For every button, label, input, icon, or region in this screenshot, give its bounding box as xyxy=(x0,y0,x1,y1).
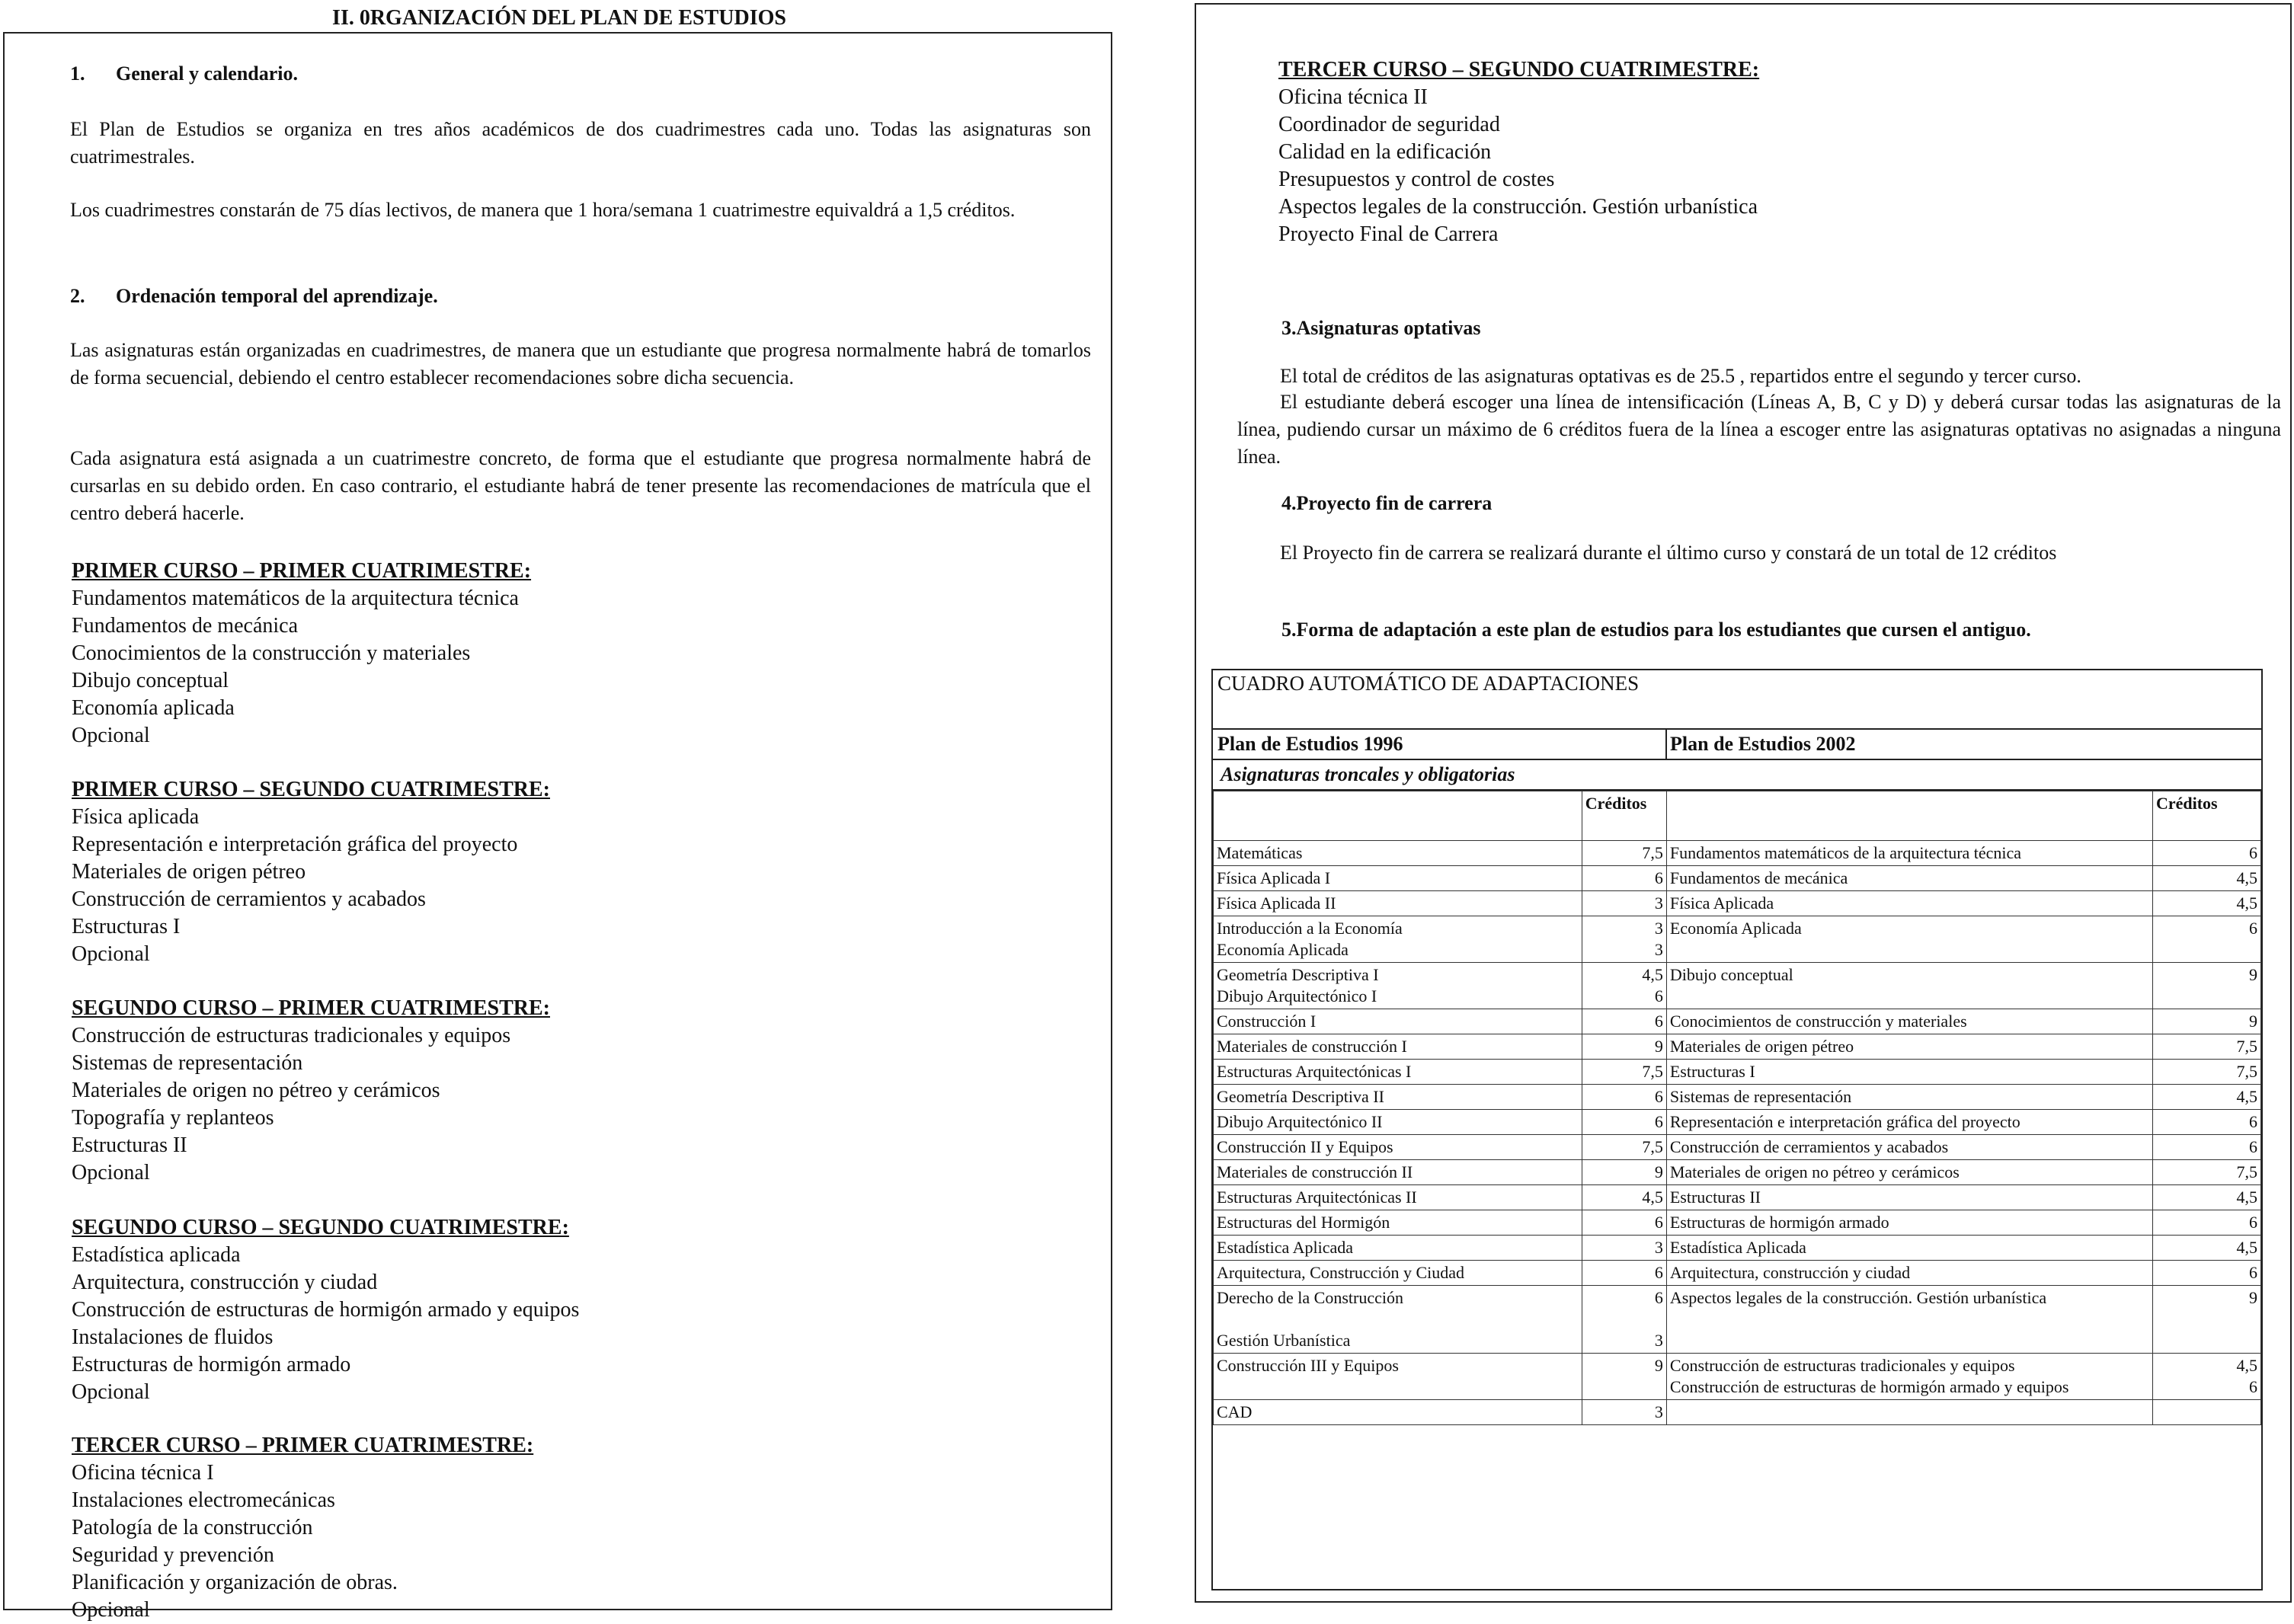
subject-name: Geometría Descriptiva II xyxy=(1217,1087,1384,1106)
new-credits-cell xyxy=(2152,1354,2260,1400)
old-subject-cell xyxy=(1214,1110,1582,1135)
new-credits-cell xyxy=(2152,1236,2260,1261)
credit-value: 4,5 xyxy=(2236,868,2257,887)
old-subject-cell xyxy=(1214,1185,1582,1210)
subject-item: Presupuestos y control de costes xyxy=(1278,168,1555,191)
credit-value: 7,5 xyxy=(2236,1062,2257,1081)
new-subject-cell xyxy=(1666,866,2152,891)
old-subject-cell xyxy=(1214,916,1582,963)
new-subject-cell xyxy=(1666,1236,2152,1261)
new-credits-cell xyxy=(2152,1034,2260,1060)
subject-name: Estadística Aplicada xyxy=(1217,1238,1353,1257)
subject-name: Aspectos legales de la construcción. Gestión urbanística xyxy=(1669,1288,2047,1307)
old-subject-cell xyxy=(1214,1160,1582,1185)
new-credits-cell xyxy=(2152,1286,2260,1354)
old-credits-cell xyxy=(1582,1110,1666,1135)
old-subject-cell xyxy=(1214,1236,1582,1261)
subject-name: Dibujo Arquitectónico II xyxy=(1217,1112,1383,1131)
new-subject-cell xyxy=(1666,963,2152,1009)
subject-name: Economía Aplicada xyxy=(1217,940,1349,959)
subject-name: Estructuras Arquitectónicas II xyxy=(1217,1188,1417,1207)
credit-value: 6 xyxy=(1654,1087,1663,1106)
credit-value: 7,5 xyxy=(1642,1062,1663,1081)
section-4-title: 4.Proyecto fin de carrera xyxy=(1281,492,1493,514)
subject-item: Construcción de estructuras de hormigón armado y equipos xyxy=(72,1298,580,1322)
subject-name: Economía Aplicada xyxy=(1669,919,1802,938)
old-subject-cell xyxy=(1214,1009,1582,1034)
subject-name: Sistemas de representación xyxy=(1669,1087,1852,1106)
subject-name: Materiales de origen no pétreo y cerámicos xyxy=(1669,1162,1960,1181)
old-credits-cell xyxy=(1582,1286,1666,1354)
credit-value: 6 xyxy=(1654,1012,1663,1031)
subject-item: Instalaciones de fluidos xyxy=(72,1325,274,1349)
credit-value: 4,5 xyxy=(2236,894,2257,913)
old-subject-cell xyxy=(1214,1354,1582,1400)
old-subject-cell xyxy=(1214,1400,1582,1425)
subject-item: Materiales de origen no pétreo y cerámicos xyxy=(72,1079,440,1102)
subject-item: Opcional xyxy=(72,724,150,747)
subject-item: Dibujo conceptual xyxy=(72,669,229,692)
section-1-paragraph-1: El Plan de Estudios se organiza en tres años académicos de dos cuadrimestres cada uno. Todas las asignaturas son cuatrimestrales. xyxy=(70,118,1091,168)
credit-value: 9 xyxy=(1654,1356,1663,1375)
new-subject-cell xyxy=(1666,1160,2152,1185)
table-row xyxy=(1214,1160,2261,1185)
subject-item: Patología de la construcción xyxy=(72,1516,313,1539)
table-row xyxy=(1214,1060,2261,1085)
curso-block xyxy=(72,1214,579,1406)
new-credits-cell xyxy=(2152,1160,2260,1185)
credit-value: 6 xyxy=(1654,1213,1663,1232)
subject-name: Conocimientos de construcción y materiales xyxy=(1669,1012,1967,1031)
table-row xyxy=(1214,1210,2261,1236)
creditos-header: Créditos xyxy=(2152,791,2260,841)
subject-item: Representación e interpretación gráfica del proyecto xyxy=(72,833,518,856)
new-subject-cell xyxy=(1666,916,2152,963)
table-row xyxy=(1214,1400,2261,1425)
subject-name: Arquitectura, construcción y ciudad xyxy=(1669,1263,1911,1282)
subject-name: Introducción a la Economía xyxy=(1217,919,1403,938)
credit-value: 4,5 xyxy=(1642,965,1663,984)
subject-item: Conocimientos de la construcción y materiales xyxy=(72,641,471,665)
subject-name: Fundamentos matemáticos de la arquitectura técnica xyxy=(1669,843,2022,862)
new-subject-cell xyxy=(1666,1034,2152,1060)
curso-block xyxy=(72,558,531,750)
document-heading: II. 0RGANIZACIÓN DEL PLAN DE ESTUDIOS xyxy=(332,6,786,30)
curso-title: TERCER CURSO – SEGUNDO CUATRIMESTRE: xyxy=(1278,58,1760,82)
plan-header-row xyxy=(1213,730,2261,760)
subject-name: Geometría Descriptiva I xyxy=(1217,965,1379,984)
subject-name: Materiales de origen pétreo xyxy=(1669,1037,1854,1056)
credit-value: 6 xyxy=(2249,1263,2257,1282)
new-credits-cell xyxy=(2152,916,2260,963)
table-row xyxy=(1214,1135,2261,1160)
credit-value: 7,5 xyxy=(2236,1037,2257,1056)
table-row xyxy=(1214,866,2261,891)
new-subject-cell xyxy=(1666,891,2152,916)
new-credits-cell xyxy=(2152,891,2260,916)
old-credits-cell xyxy=(1582,1354,1666,1400)
left-page-frame xyxy=(3,32,1112,1622)
table-row xyxy=(1214,1185,2261,1210)
section-number: 1. xyxy=(70,62,85,85)
subject-name: Estructuras de hormigón armado xyxy=(1669,1213,1889,1232)
section-2-title xyxy=(70,285,438,308)
subject-name: Estructuras II xyxy=(1669,1188,1761,1207)
left-page xyxy=(3,0,1115,1622)
subject-item: Oficina técnica I xyxy=(72,1461,214,1485)
plan-old-label: Plan de Estudios 1996 xyxy=(1217,733,1403,755)
old-credits-cell xyxy=(1582,1060,1666,1085)
credit-value: 9 xyxy=(2249,1012,2257,1031)
new-credits-cell xyxy=(2152,963,2260,1009)
adaptation-grid xyxy=(1213,791,2261,1425)
old-subject-cell xyxy=(1214,891,1582,916)
curso-title: SEGUNDO CURSO – SEGUNDO CUATRIMESTRE: xyxy=(72,1216,569,1239)
old-subject-cell xyxy=(1214,1210,1582,1236)
credit-value: 9 xyxy=(2249,1288,2257,1307)
old-credits-cell xyxy=(1582,963,1666,1009)
curso-title: SEGUNDO CURSO – PRIMER CUATRIMESTRE: xyxy=(72,996,550,1020)
section-5-title: 5.Forma de adaptación a este plan de estudios para los estudiantes que cursen el antiguo. xyxy=(1281,619,2031,641)
credit-value: 6 xyxy=(2249,843,2257,862)
subject-item: Física aplicada xyxy=(72,805,200,829)
credit-value: 9 xyxy=(1654,1162,1663,1181)
subject-item: Opcional xyxy=(72,1598,150,1622)
new-subject-cell xyxy=(1666,841,2152,866)
subject-item: Opcional xyxy=(72,1161,150,1184)
section-title-text: General y calendario. xyxy=(116,62,299,85)
new-credits-cell xyxy=(2152,1135,2260,1160)
old-credits-cell xyxy=(1582,1185,1666,1210)
new-subject-cell xyxy=(1666,1354,2152,1400)
old-credits-cell xyxy=(1582,1009,1666,1034)
subject-name: Dibujo Arquitectónico I xyxy=(1217,986,1377,1005)
section-3-paragraph-1: El total de créditos de las asignaturas optativas es de 25.5 , repartidos entre el segundo y tercer curso. xyxy=(1280,365,2081,387)
credit-value: 6 xyxy=(1654,1112,1663,1131)
credit-value: 7,5 xyxy=(2236,1162,2257,1181)
credit-value: 3 xyxy=(1654,1238,1663,1257)
subject-item: Materiales de origen pétreo xyxy=(72,860,306,884)
new-subject-cell xyxy=(1666,1085,2152,1110)
old-credits-cell xyxy=(1582,891,1666,916)
old-credits-cell xyxy=(1582,1400,1666,1425)
new-subject-cell xyxy=(1666,1261,2152,1286)
subject-item: Oficina técnica II xyxy=(1278,85,1428,109)
subject-item: Economía aplicada xyxy=(72,696,235,720)
table-row xyxy=(1214,841,2261,866)
subject-name xyxy=(1217,1309,1579,1330)
section-number: 2. xyxy=(70,285,85,307)
table-row xyxy=(1214,1354,2261,1400)
new-credits-cell xyxy=(2152,841,2260,866)
section-4-paragraph-1: El Proyecto fin de carrera se realizará durante el último curso y constará de un total de 12 créditos xyxy=(1280,542,2057,564)
credit-value: 6 xyxy=(2249,1213,2257,1232)
right-page xyxy=(1195,3,2292,1603)
subject-item: Proyecto Final de Carrera xyxy=(1278,222,1499,246)
subject-name: Estructuras Arquitectónicas I xyxy=(1217,1062,1412,1081)
new-subject-cell xyxy=(1666,1060,2152,1085)
old-subject-cell xyxy=(1214,1286,1582,1354)
new-credits-cell xyxy=(2152,1110,2260,1135)
credit-value: 6 xyxy=(1654,868,1663,887)
subject-name: Construcción de estructuras tradicionales y equipos xyxy=(1669,1356,2015,1375)
credit-value: 9 xyxy=(1654,1037,1663,1056)
table-row xyxy=(1214,1261,2261,1286)
subject-item: Fundamentos matemáticos de la arquitectura técnica xyxy=(72,587,519,610)
old-credits-cell xyxy=(1582,866,1666,891)
old-credits-cell xyxy=(1582,1160,1666,1185)
new-subject-cell xyxy=(1666,1286,2152,1354)
subject-name: Física Aplicada I xyxy=(1217,868,1331,887)
new-subject-cell xyxy=(1666,1210,2152,1236)
old-subject-cell xyxy=(1214,1060,1582,1085)
credit-value: 4,5 xyxy=(1642,1188,1663,1207)
credit-value: 4,5 xyxy=(2236,1087,2257,1106)
adaptation-table xyxy=(1211,669,2263,1590)
subject-item: Construcción de cerramientos y acabados xyxy=(72,887,426,911)
old-subject-cell xyxy=(1214,1261,1582,1286)
troncales-row: Asignaturas troncales y obligatorias xyxy=(1213,760,2261,791)
subject-item: Calidad en la edificación xyxy=(1278,140,1492,164)
new-credits-cell xyxy=(2152,1009,2260,1034)
subject-name: Construcción de cerramientos y acabados xyxy=(1669,1137,1949,1156)
subject-name: Materiales de construcción II xyxy=(1217,1162,1413,1181)
old-subject-cell xyxy=(1214,1034,1582,1060)
new-credits-cell xyxy=(2152,1400,2260,1425)
new-credits-cell xyxy=(2152,1060,2260,1085)
subject-name: Matemáticas xyxy=(1217,843,1303,862)
table-row xyxy=(1214,1009,2261,1034)
old-subject-cell xyxy=(1214,841,1582,866)
credit-value: 9 xyxy=(2249,965,2257,984)
old-credits-cell xyxy=(1582,1085,1666,1110)
old-credits-cell xyxy=(1582,1261,1666,1286)
section-3-paragraph-2: El estudiante deberá escoger una línea de intensificación (Líneas A, B, C y D) y deberá cursar todas las asignaturas de la línea, pudiendo cursar un máximo de 6 créditos fuera de la línea a escoger entre las asignaturas optativas no asignadas a ninguna línea. xyxy=(1237,391,2281,468)
subject-name xyxy=(1670,1402,2149,1423)
credit-value: 6 xyxy=(2249,1377,2257,1396)
credit-value: 4,5 xyxy=(2236,1188,2257,1207)
subject-item: Aspectos legales de la construcción. Gestión urbanística xyxy=(1278,195,1758,219)
subject-item: Opcional xyxy=(72,1380,150,1404)
credit-value: 6 xyxy=(2249,919,2257,938)
new-subject-cell xyxy=(1666,1110,2152,1135)
table-row xyxy=(1214,891,2261,916)
creditos-header-row xyxy=(1214,791,2261,841)
table-row xyxy=(1214,1085,2261,1110)
credit-value: 3 xyxy=(1654,919,1663,938)
curso-title: TERCER CURSO – PRIMER CUATRIMESTRE: xyxy=(72,1434,534,1457)
table-row xyxy=(1214,1286,2261,1354)
subject-name: Construcción III y Equipos xyxy=(1217,1356,1399,1375)
credit-value: 6 xyxy=(2249,1112,2257,1131)
old-subject-cell xyxy=(1214,1135,1582,1160)
credit-value: 4,5 xyxy=(2236,1356,2257,1375)
subject-item: Topografía y replanteos xyxy=(72,1106,274,1130)
section-2-paragraph-1: Las asignaturas están organizadas en cuadrimestres, de manera que un estudiante que progresa normalmente habrá de tomarlos de forma secuencial, debiendo el centro establecer recomendaciones sobre dicha secuencia. xyxy=(70,339,1091,388)
subject-name: Física Aplicada xyxy=(1669,894,1774,913)
credit-value: 4,5 xyxy=(2236,1238,2257,1257)
subject-item: Arquitectura, construcción y ciudad xyxy=(72,1271,378,1294)
table-title: CUADRO AUTOMÁTICO DE ADAPTACIONES xyxy=(1213,670,2261,730)
subject-item: Estructuras II xyxy=(72,1133,187,1157)
old-subject-cell xyxy=(1214,963,1582,1009)
old-credits-cell xyxy=(1582,1210,1666,1236)
old-credits-cell xyxy=(1582,841,1666,866)
subject-item: Seguridad y prevención xyxy=(72,1543,274,1567)
subject-item: Planificación y organización de obras. xyxy=(72,1571,398,1594)
column-divider xyxy=(1665,730,1667,760)
credit-value: 6 xyxy=(1654,1288,1663,1307)
subject-item: Fundamentos de mecánica xyxy=(72,614,299,638)
subject-item: Construcción de estructuras tradicionales y equipos xyxy=(72,1024,511,1047)
new-credits-cell xyxy=(2152,1185,2260,1210)
credit-value: 3 xyxy=(1654,894,1663,913)
table-row xyxy=(1214,1236,2261,1261)
subject-item: Instalaciones electromecánicas xyxy=(72,1488,335,1512)
curso-block xyxy=(1278,56,1759,248)
left-page-content xyxy=(70,34,1091,1622)
credit-value: 7,5 xyxy=(1642,1137,1663,1156)
table-row xyxy=(1214,963,2261,1009)
new-subject-cell xyxy=(1666,1185,2152,1210)
old-credits-cell xyxy=(1582,1034,1666,1060)
subject-name: Estadística Aplicada xyxy=(1669,1238,1806,1257)
subject-item: Estadística aplicada xyxy=(72,1243,241,1267)
subject-name: CAD xyxy=(1217,1402,1253,1421)
subject-name: Construcción de estructuras de hormigón armado y equipos xyxy=(1669,1377,2069,1396)
subject-name: Gestión Urbanística xyxy=(1217,1331,1351,1350)
curso-block xyxy=(72,995,550,1187)
new-subject-cell xyxy=(1666,1135,2152,1160)
credit-value: 6 xyxy=(1654,1263,1663,1282)
subject-item: Coordinador de seguridad xyxy=(1278,113,1500,136)
subject-name: Materiales de construcción I xyxy=(1217,1037,1407,1056)
credit-value: 3 xyxy=(1654,1331,1663,1350)
old-credits-cell xyxy=(1582,1135,1666,1160)
section-1-title xyxy=(70,62,298,85)
credit-value xyxy=(1585,1309,1663,1330)
section-1-paragraph-2: Los cuadrimestres constarán de 75 días lectivos, de manera que 1 hora/semana 1 cuatrimestre equivaldrá a 1,5 créditos. xyxy=(70,199,1016,221)
subject-name: Arquitectura, Construcción y Ciudad xyxy=(1217,1263,1465,1282)
empty-cell xyxy=(1666,791,2152,841)
curso-block xyxy=(72,776,550,968)
table-row xyxy=(1214,1034,2261,1060)
section-3-title: 3.Asignaturas optativas xyxy=(1281,317,1481,339)
old-subject-cell xyxy=(1214,1085,1582,1110)
old-subject-cell xyxy=(1214,866,1582,891)
new-credits-cell xyxy=(2152,1210,2260,1236)
subject-name: Estructuras I xyxy=(1669,1062,1755,1081)
new-credits-cell xyxy=(2152,1085,2260,1110)
credit-value: 3 xyxy=(1654,1402,1663,1421)
curso-title: PRIMER CURSO – SEGUNDO CUATRIMESTRE: xyxy=(72,778,550,801)
credit-value: 3 xyxy=(1654,940,1663,959)
empty-cell xyxy=(1214,791,1582,841)
subject-name: Construcción II y Equipos xyxy=(1217,1137,1393,1156)
curso-title: PRIMER CURSO – PRIMER CUATRIMESTRE: xyxy=(72,559,532,583)
new-subject-cell xyxy=(1666,1009,2152,1034)
credit-value: 7,5 xyxy=(1642,843,1663,862)
plan-new-label: Plan de Estudios 2002 xyxy=(1670,733,1856,755)
subject-item: Opcional xyxy=(72,942,150,966)
new-credits-cell xyxy=(2152,866,2260,891)
curso-block xyxy=(72,1432,533,1624)
table-row xyxy=(1214,916,2261,963)
subject-name: Estructuras del Hormigón xyxy=(1217,1213,1390,1232)
new-subject-cell xyxy=(1666,1400,2152,1425)
new-credits-cell xyxy=(2152,1261,2260,1286)
credit-value xyxy=(2156,1402,2257,1423)
subject-name: Dibujo conceptual xyxy=(1669,965,1793,984)
credit-value: 6 xyxy=(1654,986,1663,1005)
subject-name: Derecho de la Construcción xyxy=(1217,1288,1403,1307)
old-credits-cell xyxy=(1582,916,1666,963)
old-credits-cell xyxy=(1582,1236,1666,1261)
section-title-text: Ordenación temporal del aprendizaje. xyxy=(116,285,438,307)
subject-item: Estructuras de hormigón armado xyxy=(72,1353,351,1376)
subject-name: Fundamentos de mecánica xyxy=(1669,868,1848,887)
subject-item: Estructuras I xyxy=(72,915,181,938)
subject-item: Sistemas de representación xyxy=(72,1051,303,1075)
creditos-header: Créditos xyxy=(1582,791,1666,841)
subject-name: Física Aplicada II xyxy=(1217,894,1336,913)
credit-value: 6 xyxy=(2249,1137,2257,1156)
adaptation-grid-body xyxy=(1214,791,2261,1425)
subject-name: Construcción I xyxy=(1217,1012,1317,1031)
table-row xyxy=(1214,1110,2261,1135)
subject-name: Representación e interpretación gráfica del proyecto xyxy=(1669,1112,2020,1131)
section-2-paragraph-2: Cada asignatura está asignada a un cuatrimestre concreto, de forma que el estudiante que progresa normalmente habrá de cursarlas en su debido orden. En caso contrario, el estudiante habrá de tener presente las recomendaciones de matrícula que el centro deberá hacerle. xyxy=(70,447,1091,524)
